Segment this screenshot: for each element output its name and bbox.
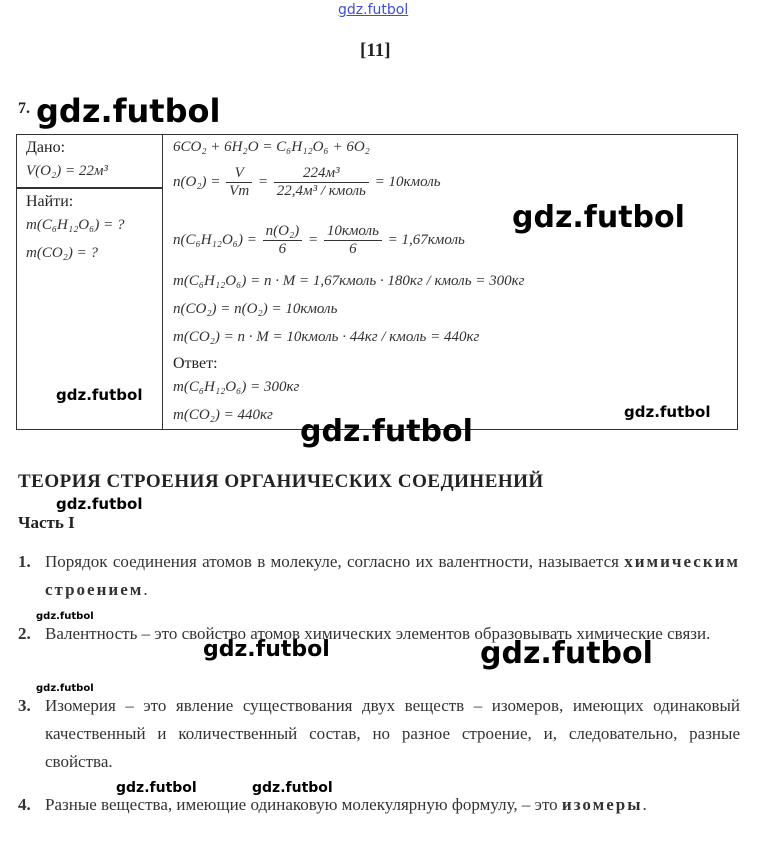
item-number: 4.: [18, 795, 31, 814]
watermark: gdz.futbol: [36, 683, 94, 694]
calc-line: m(C₆H₁₂O₆) = n · M = 1,67кмоль · 180кг / кмоль = 300кг: [173, 273, 525, 289]
fraction: [263, 223, 303, 258]
find-item: m(C₆H₁₂O₆) = ?: [26, 217, 125, 233]
watermark: gdz.futbol: [56, 495, 143, 513]
calc-line: [173, 165, 441, 200]
item-number: 2.: [18, 624, 31, 643]
item-text: Изомерия – это явление существования двух веществ – изомеров, имеющих одинаковый качественный и количественный состав, но разное строение, и, следовательно, разные свойства.: [45, 696, 740, 771]
watermark: gdz.futbol: [512, 200, 685, 235]
item-body: Порядок соединения атомов в молекуле, согласно их валентности, называется: [45, 552, 625, 571]
find-item: m(CO₂) = ?: [26, 245, 98, 261]
item-tail: .: [642, 795, 647, 814]
calc-lhs: n(O₂) =: [173, 173, 221, 190]
fraction: [274, 165, 369, 200]
watermark: gdz.futbol: [624, 403, 711, 421]
task-number: 7.: [18, 100, 30, 117]
calc-result: = 10кмоль: [374, 173, 441, 190]
key-term: химическим строением: [45, 552, 740, 599]
watermark: gdz.futbol: [56, 386, 143, 404]
watermark: gdz.futbol: [36, 611, 94, 622]
watermark: gdz.futbol: [300, 414, 473, 449]
item-tail: .: [143, 580, 148, 599]
denominator: 6: [278, 241, 287, 257]
calc-line: [173, 223, 465, 258]
watermark: gdz.futbol: [36, 92, 221, 130]
equals-sign: =: [307, 231, 319, 248]
numerator: 224м³: [274, 165, 369, 183]
watermark: gdz.futbol: [116, 780, 197, 796]
calc-lhs: n(C₆H₁₂O₆) =: [173, 231, 257, 248]
equals-sign: =: [257, 173, 269, 190]
item-number: 3.: [18, 696, 31, 715]
denominator: 22,4м³ / кмоль: [276, 183, 366, 199]
numerator: 10кмоль: [324, 223, 382, 241]
item-text: [45, 791, 740, 819]
item-text: Валентность – это свойство атомов химических элементов образовывать химические связи.: [45, 624, 711, 643]
list-item: [18, 791, 740, 819]
watermark-top[interactable]: gdz.futbol: [338, 2, 409, 18]
item-text: [45, 548, 740, 604]
watermark: gdz.futbol: [203, 637, 330, 662]
calc-result: = 1,67кмоль: [387, 231, 465, 248]
table-divider: [162, 135, 163, 429]
list-item: [18, 548, 740, 604]
given-label: Дано:: [26, 139, 66, 156]
denominator: Vm: [229, 183, 250, 199]
equation: 6CO₂ + 6H₂O = C₆H₁₂O₆ + 6O₂: [173, 139, 370, 155]
answer-item: m(CO₂) = 440кг: [173, 407, 273, 423]
answer-item: m(C₆H₁₂O₆) = 300кг: [173, 379, 300, 395]
given-value: V(O₂) = 22м³: [26, 163, 108, 179]
answer-label: Ответ:: [173, 355, 218, 372]
key-term: изомеры: [561, 795, 643, 814]
denominator: 6: [349, 241, 357, 257]
watermark: gdz.futbol: [252, 780, 333, 796]
calc-line: n(CO₂) = n(O₂) = 10кмоль: [173, 301, 338, 317]
fraction: [226, 165, 252, 200]
item-number: 1.: [18, 552, 31, 571]
part-heading: Часть I: [18, 513, 75, 532]
list-item: [18, 692, 740, 776]
watermark: gdz.futbol: [480, 636, 653, 671]
fraction: [324, 223, 382, 258]
numerator: n(O₂): [263, 223, 303, 241]
find-label: Найти:: [26, 193, 74, 210]
item-body: Разные вещества, имеющие одинаковую молекулярную формулу, – это: [45, 795, 562, 814]
calc-line: m(CO₂) = n · M = 10кмоль · 44кг / кмоль = 440кг: [173, 329, 480, 345]
section-title: ТЕОРИЯ СТРОЕНИЯ ОРГАНИЧЕСКИХ СОЕДИНЕНИЙ: [18, 471, 544, 492]
numerator: V: [226, 165, 252, 183]
given-divider: [17, 188, 162, 189]
page-number: [11]: [360, 40, 391, 61]
